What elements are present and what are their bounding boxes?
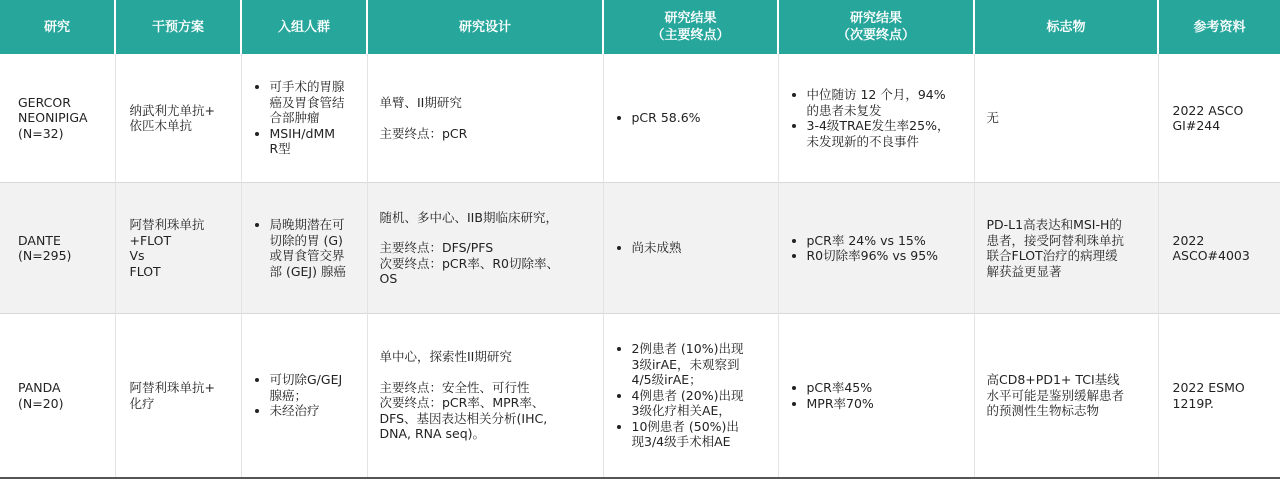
cell-line: PANDA <box>18 380 61 395</box>
cell-line: (N=32) <box>18 125 64 141</box>
bullet-list <box>791 87 966 149</box>
header-design: 研究设计 <box>367 0 603 54</box>
cell-line: 1219P. <box>1172 395 1214 411</box>
bullet-item: • 10例患者 (50%)出 现3/4级手术相AE <box>632 419 770 450</box>
bullet-item: • 中位随访 12 个月，94% 的患者未复发 <box>807 87 966 118</box>
cell-biomarker <box>974 54 1158 183</box>
cell-line: 2022 ASCO <box>1172 102 1244 118</box>
cell-line: OS <box>379 271 398 286</box>
bullet-list <box>791 380 966 411</box>
cell-line: 无 <box>986 110 1000 126</box>
cell-line: 主要终点：安全性、可行性 <box>379 379 530 395</box>
spacer <box>380 225 595 240</box>
header-population: 入组人群 <box>241 0 367 54</box>
cell-line: 主要终点：pCR <box>379 125 468 141</box>
cell-reference <box>1158 54 1280 183</box>
cell-secondary <box>778 54 974 183</box>
cell-line: 主要终点：DFS/PFS <box>379 240 494 255</box>
cell-primary <box>603 314 778 479</box>
spacer <box>380 111 595 126</box>
cell-intervention <box>115 314 241 479</box>
bullet-item: • 尚未成熟 <box>632 240 770 256</box>
header-primary: 研究结果 （主要终点） <box>603 0 778 54</box>
cell-design <box>367 54 603 183</box>
cell-intervention <box>115 54 241 183</box>
header-secondary: 研究结果 （次要终点） <box>778 0 974 54</box>
cell-line: DNA, RNA seq)。 <box>379 426 486 442</box>
bullet-item: • 可手术的胃腺 癌及胃食管结 合部肿瘤 <box>270 79 359 126</box>
bullet-item: • pCR率45% <box>807 380 966 396</box>
cell-line: 的预测性生物标志物 <box>986 403 1100 419</box>
cell-design <box>367 183 603 314</box>
header-row <box>0 0 1280 54</box>
cell-biomarker <box>974 183 1158 314</box>
bullet-item: • 2例患者 (10%)出现 3级irAE，未观察到 4/5级irAE； <box>632 341 770 388</box>
bullet-list <box>254 217 359 279</box>
header-study: 研究 <box>0 0 115 54</box>
cell-population <box>241 314 367 479</box>
bullet-list <box>791 233 966 264</box>
bullet-item: • 4例患者 (20%)出现 3级化疗相关AE， <box>632 388 770 419</box>
cell-line: 化疗 <box>129 395 155 411</box>
bullet-item: • MPR率70% <box>807 396 966 412</box>
cell-line: NEONIPIGA <box>18 110 88 126</box>
cell-line: DFS、基因表达相关分析(IHC, <box>379 410 548 426</box>
cell-design <box>367 314 603 479</box>
cell-line: DANTE <box>18 232 61 248</box>
cell-line: PD-L1高表达和MSI-H的 <box>986 217 1122 232</box>
cell-line: 单中心，探索性II期研究 <box>379 349 512 365</box>
bullet-list <box>616 110 770 126</box>
cell-line: 单臂、II期研究 <box>379 95 462 110</box>
cell-line: (N=20) <box>18 395 64 411</box>
cell-line: ASCO#4003 <box>1172 248 1250 263</box>
cell-line: 高CD8+PD1+ TCI基线 <box>986 372 1120 388</box>
bullet-list <box>254 79 359 157</box>
cell-line: Vs <box>129 248 145 263</box>
bullet-item: • 未经治疗 <box>270 403 359 419</box>
cell-line: 患者，接受阿替利珠单抗 <box>986 232 1125 248</box>
bullet-list <box>254 372 359 419</box>
cell-line: 依匹木单抗 <box>129 118 193 133</box>
cell-study <box>0 54 115 183</box>
cell-line: 次要终点：pCR率、R0切除率、 <box>379 255 559 271</box>
spacer <box>380 365 595 380</box>
cell-line: GI#244 <box>1172 118 1221 133</box>
cell-line: +FLOT <box>129 232 172 248</box>
cell-population <box>241 183 367 314</box>
bullet-item: • pCR率 24% vs 15% <box>807 233 966 249</box>
cell-line: FLOT <box>129 263 161 279</box>
bullet-item: • 局晚期潜在可 切除的胃 (G) 或胃食管交界 部 (GEJ) 腺癌 <box>270 217 359 279</box>
cell-line: 联合FLOT治疗的病理缓 <box>986 248 1118 263</box>
cell-line: 水平可能是鉴别缓解患者 <box>986 387 1125 403</box>
cell-line: 2022 ESMO <box>1172 380 1245 395</box>
cell-line: 阿替利珠单抗+ <box>129 380 215 395</box>
table-row <box>0 54 1280 183</box>
bullet-item: • 可切除G/GEJ 腺癌； <box>270 372 359 403</box>
bullet-list <box>616 341 770 450</box>
cell-population <box>241 54 367 183</box>
cell-study <box>0 314 115 479</box>
cell-line: GERCOR <box>18 94 71 110</box>
cell-secondary <box>778 314 974 479</box>
table-row <box>0 183 1280 314</box>
cell-secondary <box>778 183 974 314</box>
cell-line: 解获益更显著 <box>986 263 1062 279</box>
cell-reference <box>1158 183 1280 314</box>
cell-biomarker <box>974 314 1158 479</box>
header-intervention: 干预方案 <box>115 0 241 54</box>
cell-study <box>0 183 115 314</box>
cell-line: (N=295) <box>18 248 72 263</box>
header-reference: 参考资料 <box>1158 0 1280 54</box>
cell-line: 纳武利尤单抗+ <box>129 102 215 118</box>
bullet-item: • MSIH/dMM R型 <box>270 126 359 157</box>
header-biomarker: 标志物 <box>974 0 1158 54</box>
cell-line: 2022 <box>1172 232 1205 248</box>
table-row <box>0 314 1280 479</box>
cell-line: 次要终点：pCR率、MPR率、 <box>379 395 545 411</box>
bullet-item: • R0切除率96% vs 95% <box>807 248 966 264</box>
cell-primary <box>603 54 778 183</box>
bullet-list <box>616 240 770 256</box>
cell-primary <box>603 183 778 314</box>
cell-reference <box>1158 314 1280 479</box>
bullet-item: • pCR 58.6% <box>632 110 770 126</box>
cell-intervention <box>115 183 241 314</box>
cell-line: 随机、多中心、IIB期临床研究， <box>379 209 558 225</box>
cell-line: 阿替利珠单抗 <box>129 217 205 232</box>
bullet-item: • 3-4级TRAE发生率25%， 未发现新的不良事件 <box>807 118 966 149</box>
